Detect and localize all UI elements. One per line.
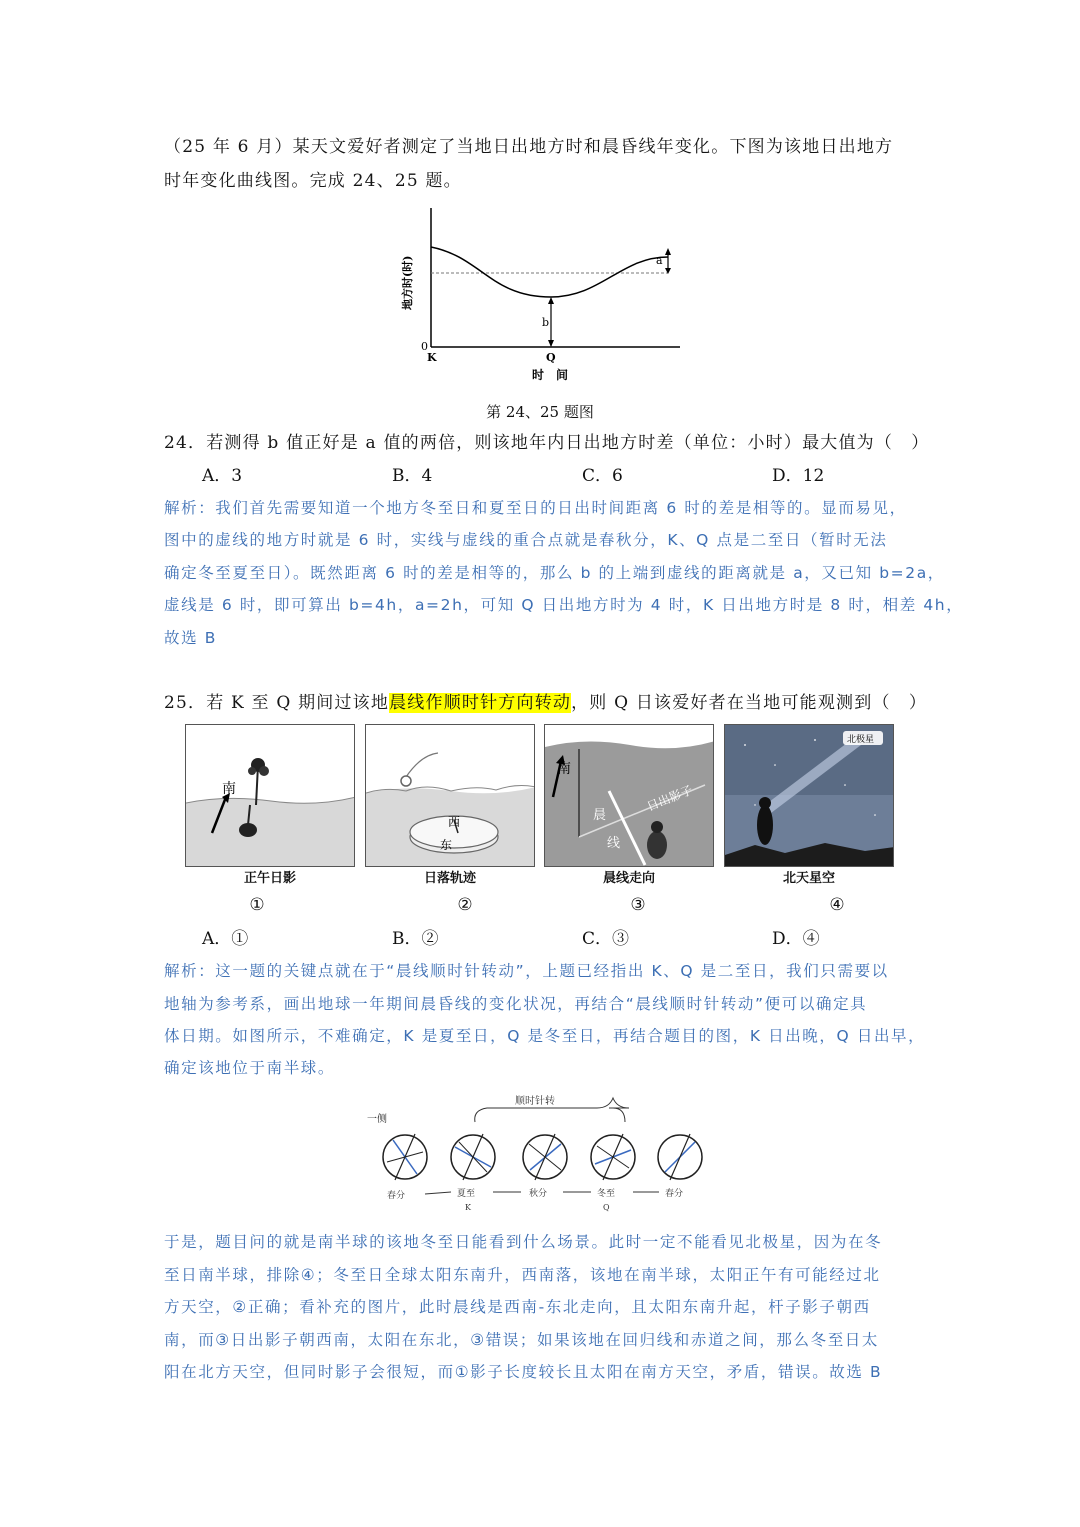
globe-5: [658, 1134, 702, 1180]
sketch-label: 冬至: [597, 1189, 616, 1199]
q24-analysis-line: 虚线是 6 时，即可算出 b=4h，a=2h，可知 Q 日出地方时为 4 时，K 日出地方时是 8 时，相差 4h，: [164, 596, 964, 614]
figure-caption: 第 24、25 题图: [486, 403, 594, 421]
a-arrow-head-top: [665, 248, 671, 255]
globe-1: [383, 1134, 427, 1180]
q25-stem-highlight: 晨线作顺时针方向转动: [389, 693, 572, 713]
q25-analysis2-line: 至日南半球，排除④；冬至日全球太阳东南升，西南落，该地在南半球，太阳正午有可能经过北: [164, 1266, 881, 1284]
dawn-south-text: 南: [557, 761, 571, 777]
a-label: a: [656, 254, 663, 267]
q25-analysis2-line: 方天空，②正确；看补充的图片，此时晨线是西南-东北走向，且太阳东南升起，杆子影子朝西: [164, 1298, 871, 1316]
panel-dawn-line: [544, 724, 714, 867]
q25-option-c: C．③: [582, 929, 630, 949]
sketch-label: 春分: [387, 1191, 406, 1201]
sketch-label: 顺时针转: [515, 1096, 555, 1107]
panel-northern-sky: [724, 724, 894, 867]
q25-stem-pre: 25．若 K 至 Q 期间过该地: [164, 693, 390, 713]
q25-analysis2-line: 于是，题目问的就是南半球的该地冬至日能看到什么场景。此时一定不能看见北极星，因为在冬: [164, 1233, 883, 1251]
q24-option-b: B．4: [392, 466, 433, 486]
q25-option-d: D．④: [772, 929, 820, 949]
sunrise-curve: [431, 247, 668, 297]
dawn-morning-text: 晨: [593, 808, 607, 823]
east-text: 东: [440, 838, 453, 852]
dawn-shadow-text: 日出影子: [644, 782, 695, 814]
polaris-text: 北极星: [847, 735, 875, 745]
panel-label-northern-sky: 北天星空: [782, 871, 835, 886]
intro-line-2: 时年变化曲线图。完成 24、25 题。: [164, 171, 462, 191]
sunrise-time-chart: [390, 200, 690, 390]
a-arrow-head-bottom: [665, 268, 671, 274]
q25-analysis-line: 体日期。如图所示，不难确定，K 是夏至日，Q 是冬至日，再结合题目的图，K 日出晚，Q 日出早，: [164, 1027, 926, 1045]
b-label: b: [542, 316, 550, 329]
q25-option-b: B．②: [392, 929, 439, 949]
q24-analysis-line: 确定冬至夏至日）。既然距离 6 时的差是相等的，那么 b 的上端到虚线的距离就是 a，又已知 b=2a，: [164, 564, 945, 582]
west-text: 西: [448, 815, 461, 829]
sketch-label: 夏至: [457, 1189, 476, 1199]
q24-stem: 24．若测得 b 值正好是 a 值的两倍，则该地年内日出地方时差（单位：小时）最大值为（ ）: [164, 433, 930, 453]
globe-3: [523, 1134, 567, 1180]
q25-analysis-line: 确定该地位于南半球。: [164, 1059, 336, 1077]
k-label: K: [427, 351, 437, 364]
panel-noon-shadow: [185, 724, 355, 867]
panel-number-3: ③: [630, 895, 646, 915]
panel-label-dawn-line: 晨线走向: [602, 871, 655, 886]
sketch-label: Q: [603, 1203, 610, 1212]
q25-option-a: A．①: [202, 929, 249, 949]
q24-option-a: A．3: [202, 466, 243, 486]
globe-2: [451, 1134, 495, 1180]
sketch-label: 春分: [665, 1189, 684, 1199]
b-arrow-head-bottom: [548, 340, 554, 347]
y-axis-label: 地方时(时): [401, 255, 414, 310]
origin-label: 0: [421, 340, 428, 353]
south-text: 南: [222, 781, 236, 797]
panel-number-1: ①: [249, 895, 265, 915]
q25-analysis-line: 解析：这一题的关键点就在于“晨线顺时针转动”，上题已经指出 K、Q 是二至日，我们只需要以: [164, 962, 889, 980]
b-arrow-head-top: [548, 297, 554, 304]
q24-analysis-line: 解析：我们首先需要知道一个地方冬至日和夏至日的日出时间距离 6 时的差是相等的。显而易见，: [164, 499, 907, 517]
panel-sunset-track: [365, 724, 535, 867]
dawn-line-text: 线: [607, 836, 621, 851]
x-axis-label: 时 间: [532, 368, 569, 382]
q24-analysis-line: 故选 B: [164, 629, 217, 647]
panel-number-2: ②: [457, 895, 473, 915]
q25-stem: [164, 692, 927, 714]
q25-analysis-line: 地轴为参考系，画出地球一年期间晨昏线的变化状况，再结合“晨线顺时针转动”便可以确定具: [164, 995, 868, 1013]
sketch-label: 秋分: [529, 1189, 548, 1199]
panel-number-4: ④: [829, 895, 845, 915]
q25-analysis2-line: 南，而③日出影子朝西南，太阳在东北，③错误；如果该地在回归线和赤道之间，那么冬至日太: [164, 1331, 879, 1349]
q25-stem-post: ，则 Q 日该爱好者在当地可能观测到（ ）: [571, 693, 928, 713]
q24-option-c: C．6: [582, 466, 623, 486]
q25-analysis2-line: 阳在北方天空，但同时影子会很短，而①影子长度较长且太阳在南方天空，矛盾，错误。故选 B: [164, 1363, 883, 1381]
sketch-label: K: [465, 1203, 471, 1212]
panel-label-sunset-track: 日落轨迹: [423, 871, 476, 886]
q-label: Q: [546, 351, 556, 364]
panel-label-noon-shadow: 正午日影: [243, 871, 296, 886]
terminator-rotation-sketch: [365, 1092, 725, 1217]
q24-analysis-line: 图中的虚线的地方时就是 6 时，实线与虚线的重合点就是春秋分，K、Q 点是二至日（暂时无法: [164, 531, 888, 549]
intro-line-1: （25 年 6 月）某天文爱好者测定了当地日出地方时和晨昏线年变化。下图为该地日出地方: [164, 137, 894, 157]
q24-option-d: D．12: [772, 466, 825, 486]
sketch-label: 一侧: [367, 1114, 387, 1125]
globe-4: [591, 1134, 635, 1180]
